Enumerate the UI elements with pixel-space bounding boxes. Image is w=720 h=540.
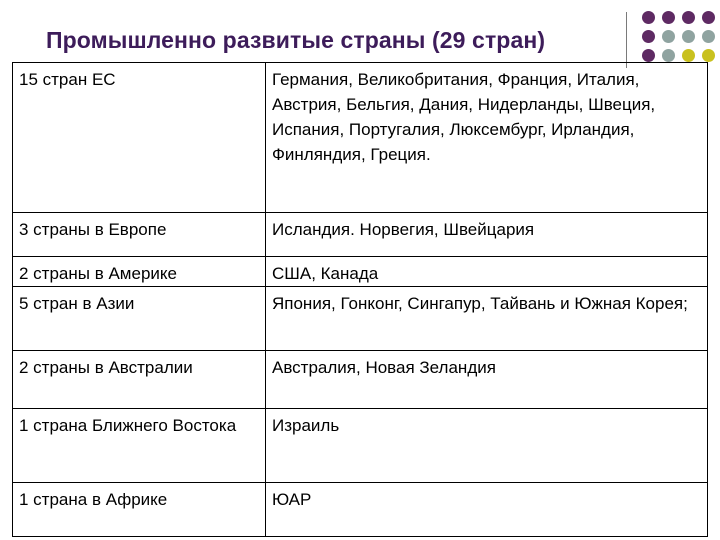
group-cell: 3 страны в Европе [13,213,266,257]
dot-icon [642,49,655,62]
title-divider [626,12,627,68]
dot-icon [702,11,715,24]
table-row [13,213,708,257]
slide-title: Промышленно развитые страны (29 стран) [46,27,546,53]
dot-icon [662,11,675,24]
table-row [13,63,708,213]
group-cell: 1 страна в Африке [13,483,266,537]
dot-icon [682,49,695,62]
table-row [13,409,708,483]
dot-icon [642,30,655,43]
countries-cell: Германия, Великобритания, Франция, Италия, Австрия, Бельгия, Дания, Нидерланды, Швеция, Испания, Португалия, Люксембург, Ирландия, Финляндия, Греция. [266,63,708,213]
countries-cell: Австралия, Новая Зеландия [266,351,708,409]
dot-icon [662,49,675,62]
table-row [13,351,708,409]
table-row [13,483,708,537]
group-cell: 15 стран ЕС [13,63,266,213]
group-cell: 2 страны в Америке [13,257,266,287]
countries-cell: Исландия. Норвегия, Швейцария [266,213,708,257]
countries-table [12,62,708,537]
dot-icon [642,11,655,24]
table-row [13,257,708,287]
countries-cell: Израиль [266,409,708,483]
group-cell: 5 стран в Азии [13,287,266,351]
group-cell: 2 страны в Австралии [13,351,266,409]
table-row [13,287,708,351]
dot-grid-icon [642,11,716,67]
dot-icon [702,30,715,43]
dot-icon [662,30,675,43]
countries-cell: США, Канада [266,257,708,287]
dot-icon [702,49,715,62]
dot-icon [682,11,695,24]
group-cell: 1 страна Ближнего Востока [13,409,266,483]
countries-cell: ЮАР [266,483,708,537]
dot-icon [682,30,695,43]
countries-cell: Япония, Гонконг, Сингапур, Тайвань и Южная Корея; [266,287,708,351]
